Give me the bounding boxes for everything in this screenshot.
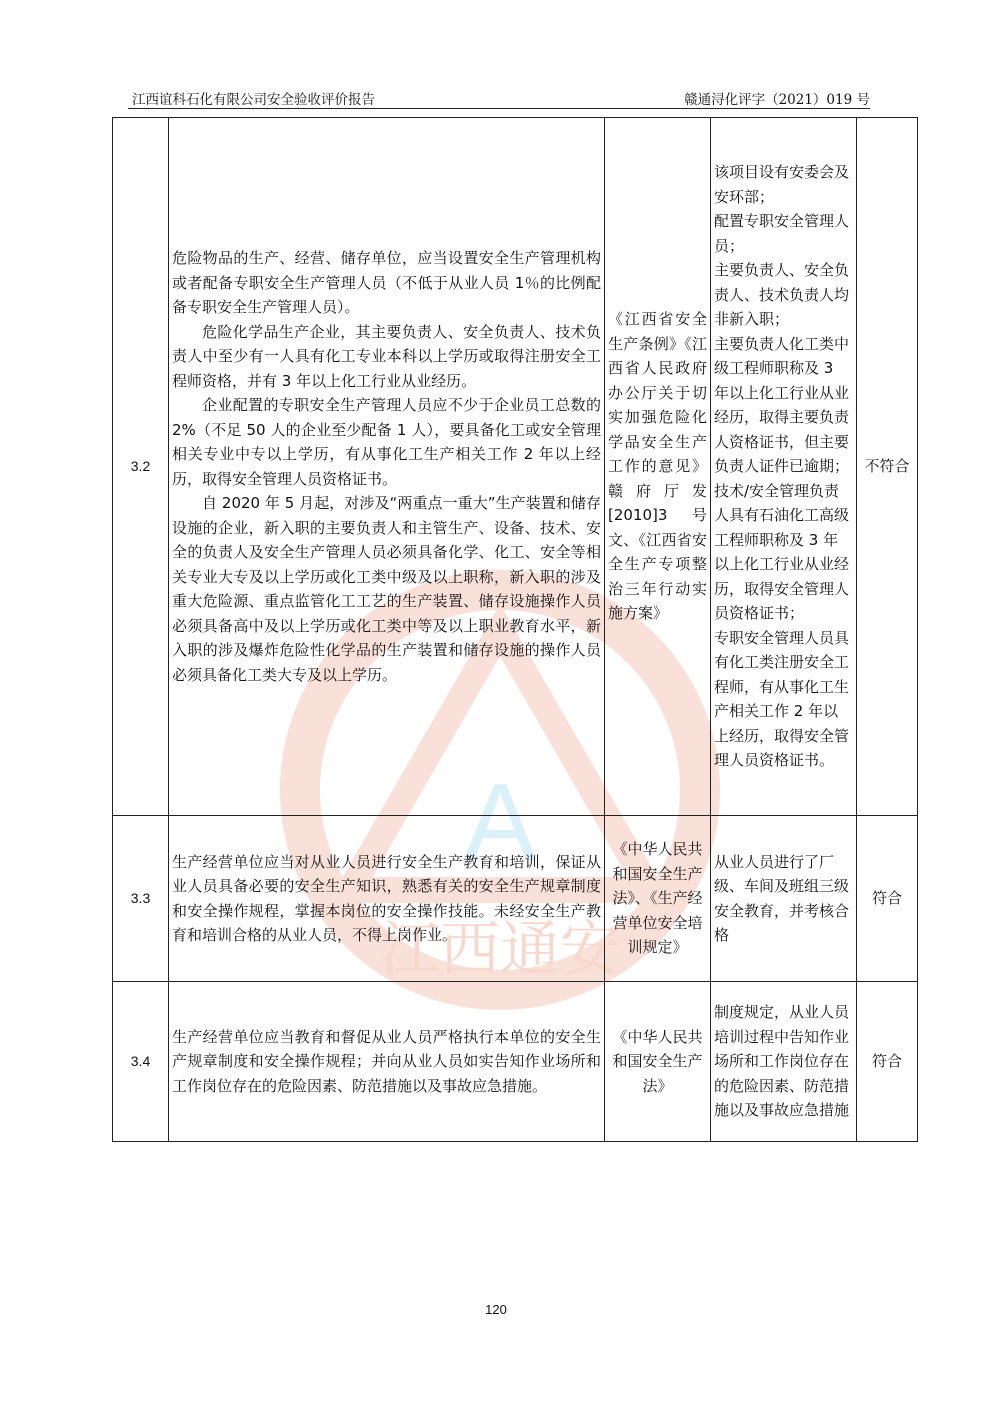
requirement-cell [169, 816, 605, 982]
requirement-cell [169, 982, 605, 1142]
page-number: 120 [485, 1302, 507, 1317]
table-row [113, 816, 918, 982]
finding-line: 该项目设有安委会及安环部； [714, 163, 850, 206]
basis-cell: 《中华人民共和国安全生产法》 [605, 982, 711, 1142]
result-cell: 不符合 [857, 118, 918, 816]
finding-cell [711, 816, 857, 982]
item-number: 3.3 [113, 816, 169, 982]
item-number: 3.2 [113, 118, 169, 816]
requirement-paragraph: 危险物品的生产、经营、储存单位，应当设置安全生产管理机构或者配备专职安全生产管理人员（不低于从业人员 1％的比例配备专职安全生产管理人员）。 [172, 249, 601, 316]
requirement-paragraph: 生产经营单位应当对从业人员进行安全生产教育和培训，保证从业人员具备必要的安全生产知识，熟悉有关的安全生产规章制度和安全操作规程，掌握本岗位的安全操作技能。未经安全生产教育和培训合格的从业人员，不得上岗作业。 [172, 852, 601, 944]
requirement-paragraph: 危险化学品生产企业，其主要负责人、安全负责人、技术负责人中至少有一人具有化工专业本科以上学历或取得注册安全工程师资格，并有 3 年以上化工行业从业经历。 [172, 322, 601, 390]
requirement-paragraph: 自 2020 年 5 月起，对涉及“两重点一重大”生产装置和储存设施的企业，新入职的主要负责人和主管生产、设备、技术、安全的负责人及安全生产管理人员必须具备化学、化工、安全等相关专业大专及以上学历或化工类中级及以上职称，新入职的涉及重大危险源、重点监管化工工艺的生产装置、储存设施操作人员必须具备高中及以上学历或化工类中等及以上职业教育水平，新入职的涉及爆炸危险性化学品的生产装置和储存设施的操作人员必须具备化工类大专及以上学历。 [172, 494, 601, 684]
basis-cell: 《中华人民共和国安全生产法》、《生产经营单位安全培训规定》 [605, 816, 711, 982]
requirement-cell [169, 118, 605, 816]
basis-cell: 《江西省安全生产条例》《江西省人民政府办公厅关于切实加强危险化学品安全生产工作的意见》赣府厅发[2010]3 号文、《江西省安全生产专项整治三年行动实施方案》 [605, 118, 711, 816]
page-header [128, 86, 870, 109]
table-row [113, 118, 918, 816]
svg-text:江西通安: 江西通安 [380, 915, 620, 985]
finding-line: 制度规定，从业人员培训过程中告知作业场所和工作岗位存在的危险因素、防范措施以及事故应急措施 [714, 1003, 850, 1120]
finding-line: 专职安全管理人员具有化工类注册安全工程师，有从事化工生产相关工作 2 年以上经历，取得安全管理人员资格证书。 [714, 628, 850, 770]
evaluation-table [112, 117, 918, 1142]
finding-line: 主要负责人化工类中级工程师职称及 3 年以上化工行业从业经历，取得主要负责人资格证书，但主要负责人证件已逾期； [714, 334, 850, 476]
requirement-paragraph: 生产经营单位应当教育和督促从业人员严格执行本单位的安全生产规章制度和安全操作规程；并向从业人员如实告知作业场所和工作岗位存在的危险因素、防范措施以及事故应急措施。 [172, 1027, 601, 1095]
finding-cell [711, 118, 857, 816]
requirement-paragraph: 企业配置的专职安全生产管理人员应不少于企业员工总数的 2%（不足 50 人的企业至少配备 1 人），要具备化工或安全管理相关专业中专以上学历，有从事化工生产相关工作 2 年以上经历，取得安全管理人员资格证书。 [172, 396, 601, 488]
header-report-number: 赣通浔化评字（2021）019 号 [684, 92, 870, 108]
finding-cell [711, 982, 857, 1142]
finding-line: 配置专职安全管理人员； [714, 212, 850, 255]
result-cell: 符合 [857, 816, 918, 982]
result-cell: 符合 [857, 982, 918, 1142]
header-report-title: 江西谊科石化有限公司安全验收评价报告 [132, 92, 375, 108]
finding-line: 主要负责人、安全负责人、技术负责人均非新入职； [714, 261, 850, 329]
finding-line: 从业人员进行了厂级、车间及班组三级安全教育，并考核合格 [714, 852, 850, 944]
table-row [113, 982, 918, 1142]
finding-line: 技术/安全管理负责人具有石油化工高级工程师职称及 3 年以上化工行业从业经历，取得安全管理人员资格证书； [714, 481, 850, 623]
svg-text:A: A [463, 761, 537, 884]
item-number: 3.4 [113, 982, 169, 1142]
